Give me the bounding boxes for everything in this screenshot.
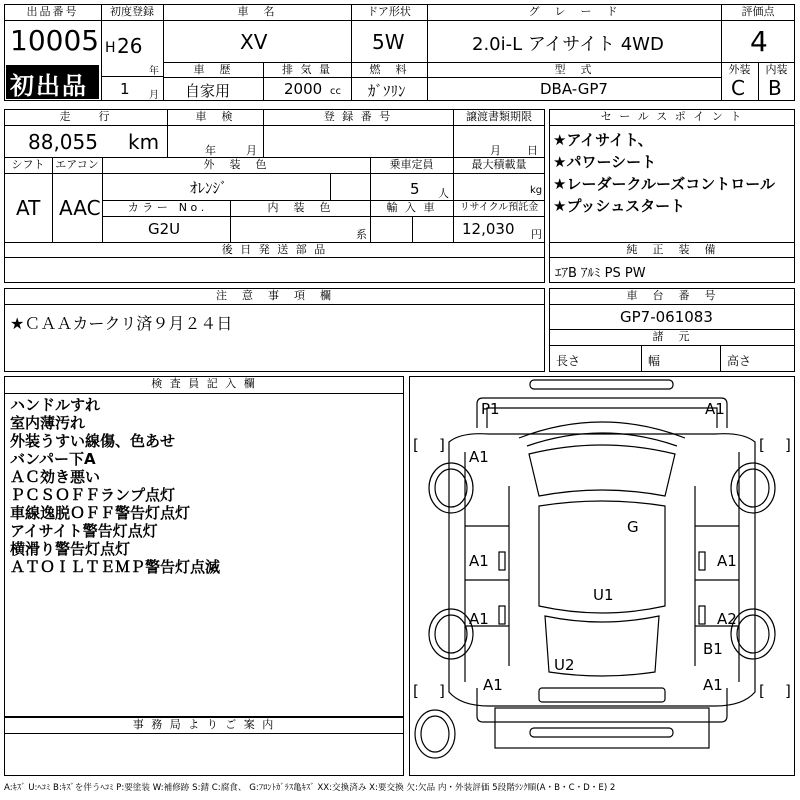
import-label: 輸 入 車: [386, 201, 437, 214]
bracket-left-top-close: ]: [439, 436, 445, 454]
reg-month-unit: 月: [149, 90, 159, 101]
legend: A:ｷｽﾞ U:ﾍｺﾐ B:ｷｽﾞを伴うﾍｺﾐ P:要塗装 W:補修跡 S:錆 C:腐食、 G:ﾌﾛﾝﾄｶﾞﾗｽ亀ｷｽﾞ XX:交換済み X:要交換 欠:欠品 内・外装評価 5段階ﾗﾝｸ順(A・B・C・D・E) 2: [4, 783, 616, 793]
displacement: 2000: [284, 80, 323, 98]
mileage-unit: km: [128, 130, 160, 154]
mark-a1-rear-right: A1: [703, 676, 723, 694]
lot-label: 出品番号: [26, 5, 79, 18]
history: 自家用: [185, 82, 231, 100]
exterior-grade: C: [731, 76, 745, 100]
shift-label: シフト: [11, 158, 45, 171]
displacement-unit: cc: [330, 86, 341, 97]
bracket-right-top-close: ]: [785, 436, 791, 454]
chassis-label: 車 台 番 号: [626, 289, 718, 302]
reg-year: 26: [117, 34, 143, 58]
mark-a1-left-door2: A1: [469, 610, 489, 628]
ext-color: ｵﾚﾝｼﾞ: [190, 179, 228, 197]
inspector-note: ＰＣＳＯＦＦランプ点灯: [10, 486, 176, 504]
first-listing-label: 初出品: [10, 72, 88, 100]
grade-label: グ レ ー ド: [528, 5, 620, 18]
lot-number: 10005: [10, 24, 100, 57]
bracket-right-bottom-close: ]: [785, 682, 791, 700]
mark-b1: B1: [703, 640, 723, 658]
mark-a2-right-door2: A2: [717, 610, 737, 628]
sales-point: ★アイサイト、: [553, 131, 653, 149]
transfer-day-unit: 日: [527, 144, 538, 157]
height-label: 高さ: [727, 354, 752, 368]
interior-grade: B: [768, 76, 782, 100]
inspector-note: 横滑り警告灯点灯: [10, 540, 131, 558]
mileage-label: 走 行: [59, 110, 112, 123]
model-label: 型 式: [554, 63, 594, 76]
door-type: 5W: [372, 30, 405, 54]
sales-point: ★レーダークルーズコントロール: [553, 175, 775, 193]
door-label: ドア形状: [367, 5, 411, 18]
load-label: 最大積載量: [471, 158, 527, 171]
later-parts-label: 後 日 発 送 部 品: [221, 243, 328, 256]
inspection-label: 車 検: [195, 110, 235, 123]
sales-point: ★プッシュスタート: [553, 197, 686, 215]
bracket-left-bottom: [: [413, 682, 419, 700]
fuel-label: 燃 料: [369, 63, 409, 76]
interior-label: 内装: [765, 63, 788, 76]
displacement-label: 排 気 量: [282, 63, 332, 76]
color-no-label: カ ラ ー N o .: [127, 201, 205, 214]
length-label: 長さ: [556, 354, 581, 368]
mark-a1-right-door1: A1: [717, 552, 737, 570]
inspector-note: ハンドルすれ: [10, 396, 101, 414]
fuel: ｶﾞｿﾘﾝ: [368, 82, 406, 100]
bracket-right-top: [: [759, 436, 765, 454]
sales-label: セ ー ル ス ポ イ ン ト: [600, 110, 744, 123]
chassis-number: GP7-061083: [620, 308, 713, 326]
inspector-note: ＡＣ効き悪い: [10, 468, 101, 486]
mark-a1-front-left: A1: [469, 448, 489, 466]
reg-month: 1: [120, 80, 130, 98]
inspector-note: ＡＴＯＩＬＴＥＭＰ警告灯点滅: [10, 558, 221, 576]
bracket-left-top: [: [413, 436, 419, 454]
caution-label: 注 意 事 項 欄: [216, 289, 333, 302]
inspector-note: 車線逸脱ＯＦＦ警告灯点灯: [10, 504, 191, 522]
mark-u2: U2: [554, 656, 575, 674]
transfer-month-unit: 月: [490, 144, 501, 157]
inspector-label: 検 査 員 記 入 欄: [151, 377, 257, 390]
reg-label: 初度登録: [110, 5, 154, 18]
mark-a1-front-right: A1: [705, 400, 725, 418]
office-label: 事 務 局 よ り ご 案 内: [132, 718, 276, 731]
car-name: XV: [240, 30, 268, 54]
inspector-note: アイサイト警告灯点灯: [10, 522, 158, 540]
reg-year-unit: 年: [149, 66, 159, 77]
ac-label: エアコン: [55, 158, 99, 171]
capacity: 5: [410, 180, 420, 198]
inspector-note: 外装うすい線傷、色あせ: [10, 432, 176, 450]
score-label: 評価点: [741, 5, 775, 18]
recycle: 12,030: [462, 220, 515, 238]
color-no: G2U: [148, 220, 181, 238]
mark-a1-rear-left: A1: [483, 676, 503, 694]
score: 4: [750, 25, 768, 58]
car-damage-diagram: [409, 376, 795, 776]
dims-label: 諸 元: [652, 330, 692, 343]
capacity-label: 乗車定員: [389, 158, 434, 171]
mileage: 88,055: [28, 130, 98, 154]
insp-year-unit: 年: [205, 144, 216, 157]
equipment-label: 純 正 装 備: [626, 243, 718, 256]
bracket-right-bottom: [: [759, 682, 765, 700]
exterior-label: 外装: [728, 63, 751, 76]
int-color-label: 内 装 色: [267, 201, 333, 214]
int-color-unit: 系: [356, 228, 367, 241]
sales-point: ★パワーシート: [553, 153, 657, 171]
plate-label: 登 録 番 号: [323, 110, 393, 123]
reg-era: H: [105, 40, 116, 56]
inspector-note: バンパー下A: [10, 450, 96, 468]
mark-a1-left-door1: A1: [469, 552, 489, 570]
capacity-unit: 人: [438, 187, 449, 200]
ac: AAC: [59, 196, 101, 220]
mark-p1: P1: [481, 400, 500, 418]
recycle-unit: 円: [531, 228, 542, 241]
load-unit: kg: [530, 185, 543, 196]
equipment: ｴｱB ｱﾙﾐ PS PW: [555, 266, 646, 281]
name-label: 車 名: [237, 5, 277, 18]
history-label: 車 歴: [193, 63, 233, 76]
recycle-label: リサイクル預託金: [459, 202, 539, 213]
insp-month-unit: 月: [246, 144, 257, 157]
bracket-left-bottom-close: ]: [439, 682, 445, 700]
model: DBA-GP7: [540, 80, 608, 98]
width-label: 幅: [648, 354, 661, 368]
ext-color-label: 外 装 色: [203, 158, 269, 171]
inspector-note: 室内薄汚れ: [10, 414, 86, 432]
mark-u1: U1: [593, 586, 614, 604]
grade: 2.0i-L アイサイト 4WD: [472, 34, 664, 55]
shift: AT: [16, 196, 41, 220]
caution-text: ★ＣＡＡカークリ済９月２４日: [10, 314, 233, 333]
mark-g: G: [627, 518, 639, 536]
transfer-label: 譲渡書類期限: [466, 110, 532, 123]
